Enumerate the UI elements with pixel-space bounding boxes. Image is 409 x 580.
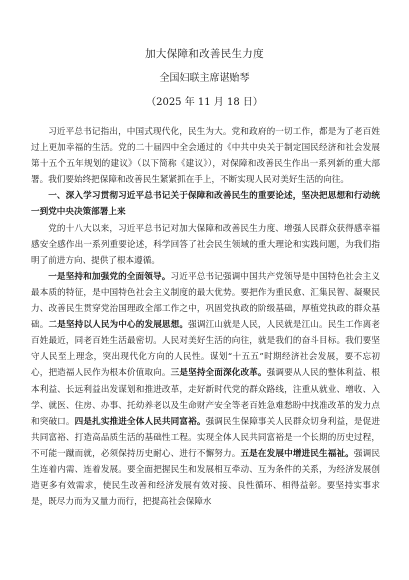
point-4-heading: 四是扎实推进全体人民共同富裕。	[74, 416, 206, 427]
point-2-text: 强调江山就是人民，人民就是江山。民生工作离老百姓最近，同老百姓生活最密切。人民对美好生活的向往，就是我们的奋斗目标。我们要坚守人民至上理念，突出现代化方向的人民性。谋划“十五五”时期经济社会发展，要不忘初心，把造福人民作为根本价值取向。	[31, 320, 380, 379]
point-5-text: 强调民生连着内需、连着发展。要全面把握民生和发展相互牵动、互为条件的关系，为经济发展创造更多有效需求，使民生改善和经济发展有效对接、良性循环、相得益彰。要坚持实事求是，既尽力而为又量力而行，把提高社会保障水	[31, 448, 380, 508]
point-2-heading: 二是坚持以人民为中心的发展思想。	[48, 320, 189, 331]
document-title: 加大保障和改善民生力度	[145, 48, 264, 60]
document-date: （2025 年 11 月 18 日）	[146, 97, 263, 108]
point-4-text: 强调民生保障事关人民群众切身利益，是促进共同富裕、打造高品质生活的基础性工程。实现全体人民共同富裕是一个长期的历史过程，不可能一蹴而就，必须保持历史耐心、进行不懈努力。	[31, 416, 380, 459]
point-1-text: 习近平总书记强调中国共产党领导是中国特色社会主义最本质的特征，是中国特色社会主义制度的最大优势。要把作为重民愈、汇集民智、凝聚民力、改善民生贯穿党治国理政全部工作之中，巩固党执政的阶级基础，厚植党执政的群众基础。	[31, 271, 380, 331]
point-3-text: 强调要从人民的整体利益、根本利益、长远利益出发谋划和推进改革，走好新时代党的群众路线，注重从就业、增收、入学、就医、住房、办事、托幼养老以及生命财产安全等老百姓急难愁盼中找准改革的发力点和突破口。	[31, 368, 380, 427]
intro-paragraph: 习近平总书记指出，中国式现代化，民生为大。党和政府的一切工作，都是为了老百姓过上更加幸福的生活。党的二十届四中全会通过的《中共中央关于制定国民经济和社会发展第十五个五年规划的建议》（以下简称《建议》），对保障和改善民生作出一系列新的重大部署。我们要始终把保障和改善民生紧紧抓在手上，不断实现人民对美好生活的向往。	[31, 127, 380, 186]
point-5-heading: 五是在发展中增进民生福祉。	[240, 448, 354, 459]
section-1-paragraph-1: 党的十八大以来，习近平总书记对加大保障和改善民生力度、增强人民群众获得感幸福感安全感作出一系列重要论述，科学回答了社会民生领域的重大理论和实践问题，为我们指明了前进方向、提供了根本遵循。	[31, 223, 380, 266]
document-author: 全国妇联主席谌贻琴	[159, 73, 250, 84]
section-1-paragraph-2	[31, 269, 380, 510]
point-1-heading: 一是坚持和加强党的全面领导。	[48, 271, 171, 282]
section-1-heading: 一、深入学习贯彻习近平总书记关于保障和改善民生的重要论述，坚决把思想和行动统一到党中央决策部署上来	[31, 191, 380, 218]
document-body	[31, 124, 380, 510]
point-3-heading: 三是坚持全面深化改革。	[170, 368, 267, 379]
